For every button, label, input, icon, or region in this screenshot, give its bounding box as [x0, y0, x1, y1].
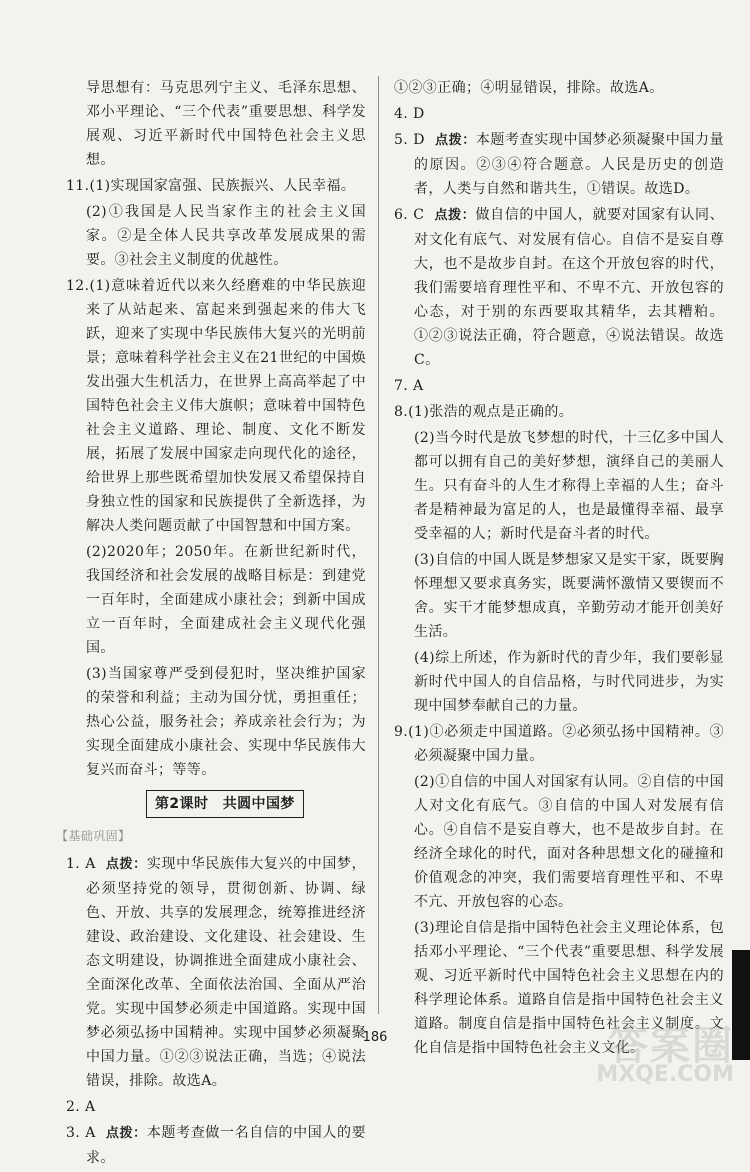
answer-number: 5. D — [394, 132, 425, 148]
answer-8-2: (2)当今时代是放飞梦想的时代，十三亿多中国人都可以拥有自己的美好梦想，演绎自己的美丽人生。只有奋斗的人生才称得上幸福的人生；奋斗者是精神最为富足的人，也是最懂得幸福、最享受幸福的人；新时代是奋斗者的时代。 — [414, 430, 724, 542]
edge-tab — [732, 950, 750, 1060]
right-column — [394, 76, 724, 1062]
hint-label: 点拨： — [105, 1126, 147, 1141]
watermark-title: 答案圈 — [608, 1023, 734, 1069]
section-title: 第2课时 共圆中国梦 — [146, 790, 304, 818]
answer-number: 1. A — [66, 856, 96, 872]
hint-label: 点拨： — [434, 133, 476, 148]
hint-label: 点拨： — [434, 208, 476, 223]
answer-11-1: 11.(1)实现国家富强、民族振兴、人民幸福。 — [66, 178, 356, 194]
page-number: 186 — [362, 1030, 388, 1045]
answer-4: 4. D — [394, 106, 425, 122]
column-divider — [378, 76, 379, 1014]
answer-1 — [66, 852, 366, 1093]
answer-8-3: (3)自信的中国人既是梦想家又是实干家，既要胸怀理想又要求真务实，既要满怀激情又要锲而不舍。实干才能梦想成真，辛勤劳动才能开创美好生活。 — [414, 552, 724, 640]
answer-7: 7. A — [394, 378, 424, 394]
answer-9-1: 9.(1)①必须走中国道路。②必须弘扬中国精神。③必须凝聚中国力量。 — [394, 724, 724, 764]
hint-label: 点拨： — [105, 857, 147, 872]
answer-9-3: (3)理论自信是指中国特色社会主义理论体系，包括邓小平理论、“三个代表”重要思想、科学发展观、习近平新时代中国特色社会主义思想在内的科学理论体系。道路自信是指中国特色社会主义道路。制度自信是指中国特色社会主义制度。文化自信是指中国特色社会主义文化。 — [414, 920, 724, 1056]
left-column — [56, 76, 367, 1172]
answer-8-4: (4)综上所述，作为新时代的青少年，我们要彰显新时代中国人的自信品格，与时代同进步，为实现中国梦奉献自己的力量。 — [414, 650, 724, 714]
watermark-url: MXQE.COM — [596, 1062, 734, 1087]
answer-9-2: (2)①自信的中国人对国家有认同。②自信的中国人对文化有底气。③自信的中国人对发展有信心。④自信不是妄自尊大，也不是故步自封。在经济全球化的时代，面对各种思想文化的碰撞和价值观念的冲突，我们需要培育理性平和、不卑不亢、开放包容的心态。 — [414, 774, 724, 910]
answer-12-1: 12.(1)意味着近代以来久经磨难的中华民族迎来了从站起来、富起来到强起来的伟大飞跃，迎来了实现中华民族伟大复兴的光明前景；意味着科学社会主义在21世纪的中国焕发出强大生机活力，在世界上高高举起了中国特色社会主义伟大旗帜；意味着中国特色社会主义道路、理论、制度、文化不断发展，拓展了发展中国家走向现代化的途径，给世界上那些既希望加快发展又希望保持自身独立性的国家和民族提供了全新选择，为解决人类问题贡献了中国智慧和中国方案。 — [66, 278, 366, 534]
answer-6 — [394, 203, 724, 372]
watermark-logo — [544, 1010, 734, 1090]
answer-text: 导思想有：马克思列宁主义、毛泽东思想、邓小平理论、“三个代表”重要思想、科学发展观、习近平新时代中国特色社会主义思想。 — [86, 80, 366, 168]
hint-text: 做自信的中国人，就要对国家有认同、对文化有底气、对发展有信心。自信不是妄自尊大，也不是故步自封。在这个开放包容的时代，我们需要培育理性平和、不卑不亢、开放包容的心态，对于别的东西要取其精华，去其糟粕。①②③说法正确，符合题意，④说法错误。故选C。 — [414, 207, 724, 368]
answer-number: 3. A — [66, 1125, 96, 1141]
answer-12-3: (3)当国家尊严受到侵犯时，坚决维护国家的荣誉和利益；主动为国分忧，勇担重任；热心公益，服务社会；养成亲社会行为；为实现全面建成小康社会、实现中华民族伟大复兴而奋斗；等等。 — [86, 666, 366, 778]
answer-3 — [66, 1121, 366, 1170]
answer-8-1: 8.(1)张浩的观点是正确的。 — [394, 404, 574, 420]
section-tag: 【基础巩固】 — [56, 829, 131, 843]
hint-text: 本题考查实现中国梦必须凝聚中国力量的原因。②③④符合题意。人民是历史的创造者，人类与自然和谐共生，①错误。故选D。 — [414, 132, 724, 197]
answer-number: 6. C — [394, 207, 425, 223]
answer-text: ①②③正确；④明显错误，排除。故选A。 — [394, 80, 664, 96]
answer-12-2: (2)2020年；2050年。在新世纪新时代，我国经济和社会发展的战略目标是：到建党一百年时，全面建成小康社会；到新中国成立一百年时，全面建成社会主义现代化强国。 — [86, 544, 366, 656]
hint-text: 本题考查做一名自信的中国人的要求。 — [86, 1125, 367, 1166]
answer-5 — [394, 128, 724, 201]
answer-2: 2. A — [66, 1099, 96, 1115]
answer-11-2: (2)①我国是人民当家作主的社会主义国家。②是全体人民共享改革发展成果的需要。③社会主义制度的优越性。 — [86, 204, 366, 268]
hint-text: 实现中华民族伟大复兴的中国梦，必须坚持党的领导，贯彻创新、协调、绿色、开放、共享的发展理念，统筹推进经济建设、政治建设、文化建设、社会建设、生态文明建设，协调推进全面建成小康社会、全面深化改革、全面依法治国、全面从严治党。实现中国梦必须走中国道路。实现中国梦必须弘扬中国精神。实现中国梦必须凝聚中国力量。①②③说法正确，当选；④说法错误，排除。故选A。 — [86, 856, 367, 1089]
